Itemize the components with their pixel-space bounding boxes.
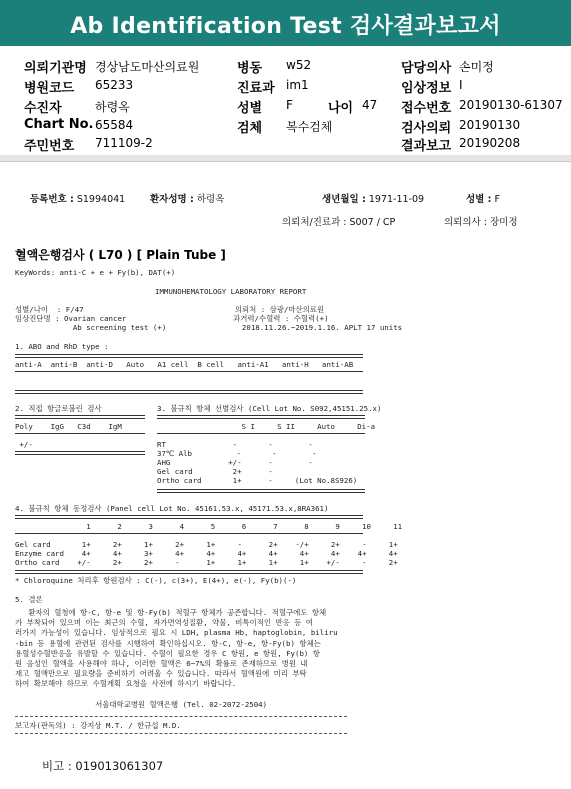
info-line-3: Ab screening test (+) 2018.11.26.~2019.1.16. APLT 17 units [15,323,403,332]
sec3-header: S I S II Auto Di-a [157,422,376,431]
memo: 비고 : 019013061307 [42,759,164,773]
meta-value-chart-no: 65584 [95,118,134,132]
doc-dept-value: S007 / CP [349,217,396,228]
meta-value-institution: 경상남도마산의료원 [95,60,200,74]
meta-value-clinical-info: I [459,78,463,92]
sec4-title: 4. 불규칙 항체 동정검사 (Panel cell Lot No. 45161.53.x, 45171.53.x,8RA361) [15,504,329,513]
sec3-rule-top [157,415,365,419]
doc-registration [30,191,125,205]
meta-value-attending: 손미정 [459,60,494,74]
sec2-rule-bottom [15,451,145,455]
sec4-rule-bottom [15,570,363,574]
meta-label-patient: 수진자 [24,101,62,116]
meta-label-accession-no: 접수번호 [401,101,452,116]
keywords: KeyWords: anti-C + e + Fy(b), DAT(+) [15,268,176,277]
meta-label-report-date: 결과보고 [401,139,452,154]
meta-label-resident-no: 주민번호 [24,139,75,154]
section-divider-line [0,161,571,162]
sec3-row-ahg: AHG +/- - - [157,458,313,467]
meta-label-attending: 담당의사 [401,61,452,76]
meta-value-report-date: 20190208 [459,136,521,150]
meta-value-hospital-code: 65233 [95,78,134,92]
meta-label-chart-no: Chart No. [24,117,94,132]
meta-value-age: 47 [362,98,378,112]
meta-label-hospital-code: 병원코드 [24,81,75,96]
doc-patient-label: 환자성명 : [150,194,194,205]
info-line-1: 성별/나이 : F/47 의뢰처 : 삼광/마산의료원 [15,305,325,314]
sec2-title: 2. 직접 항글로불린 검사 [15,404,102,413]
test-title: 혈액은행검사 ( L70 ) [ Plain Tube ] [15,248,226,262]
report-title: Ab Identification Test 검사결과보고서 [70,14,501,39]
conclusion-text: 환자의 혈청에 항-C, 항-e 및 항-Fy(b) 적혈구 항체가 공존합니다. 적혈구에도 항체 가 부착되어 있으며 이는 최근의 수혈, 자가면역성질환, 약물, 비특이적인 반응 등 여 러가지 가능성이 있습니다. 임상적으로 필요 시 LDH, plasma Hb, haptoglobin, biliru -bin 등 용혈에 관련된 검사를 시행하여 확인하십시오. 항-C, 항-e, 항-Fy(b) 항체는 용혈성수혈반응을 유발할 수 있습니다. 수혈이 필요한 경우 C 항원, e 항원, Fy(b) 항 원 음성인 혈액을 사용해야 하나, 이러한 혈액은 6~7%의 확률로 존재하므로 병원 내 재고 혈액만으로 필요량을 준비하기 어려울 수 있습니다. 따라서 혈액원에 미리 부탁 하여 확보해야 하므로 수혈계획 요청을 사전에 하시기 바랍니다. 서울대학교병원 혈액은행 (Tel. 02-2072-2504) [15,608,338,709]
doc-doctor-value: 장미정 [489,217,518,228]
doc-dept-label: 의뢰처/진료과 : [282,217,347,228]
sec4-row-enzyme: Enzyme card 4+ 4+ 3+ 4+ 4+ 4+ 4+ 4+ 4+ 4+ 4+ [15,549,398,558]
meta-value-department: im1 [286,78,309,92]
doc-patient-value: 하령옥 [196,194,225,205]
sec1-header: anti-A anti-B anti-D Auto A1 cell B cell anti-A1 anti-H anti-AB [15,360,354,369]
lab-report-header: IMMUNOHEMATOLOGY LABORATORY REPORT [155,287,307,296]
sec4-header: 1 2 3 4 5 6 7 8 9 10 11 [15,522,403,531]
meta-value-resident-no: 711109-2 [95,136,153,150]
reporter-rule-bottom [15,733,347,734]
sec5-title: 5. 결론 [15,595,43,604]
meta-label-department: 진료과 [237,81,275,96]
sec4-rule-top [15,515,363,519]
sec1-rule-bottom [15,390,363,394]
sec3-rule-mid [157,433,365,434]
sec3-rule-bottom [157,489,365,493]
sec2-rule-mid [15,433,145,434]
sec4-row-ortho: Ortho card +/- 2+ 2+ - 1+ 1+ 1+ 1+ +/- - 2+ [15,558,398,567]
report-banner [0,0,571,46]
meta-value-patient: 하령옥 [95,100,130,114]
meta-label-sex: 성별 [237,101,263,116]
sec1-rule-top [15,354,363,358]
sec2-header: Poly IgG C3d IgM [15,422,122,431]
meta-value-accession-no: 20190130-61307 [459,98,563,112]
doc-dob [322,191,424,205]
meta-label-institution: 의뢰기관명 [24,61,87,76]
sec3-title: 3. 불규칙 항체 선별검사 (Cell Lot No. S092,45151.25.x) [157,404,382,413]
sec2-values: +/- [15,440,33,449]
doc-dob-label: 생년월일 : [322,194,366,205]
doc-dept [282,214,395,228]
sec3-row-ortho: Ortho card 1+ - (Lot No.8S926) [157,476,358,485]
sec3-row-rt: RT - - - [157,440,313,449]
sec1-rule-mid [15,371,363,372]
meta-label-age: 나이 [328,101,354,116]
doc-patient-name [150,191,224,205]
doc-sex-value: F [494,194,500,205]
meta-value-sex: F [286,98,293,112]
sec4-row-gel: Gel card 1+ 2+ 1+ 2+ 1+ - 2+ -/+ 2+ - 1+ [15,540,398,549]
sec2-rule-top [15,415,145,419]
doc-registration-label: 등록번호 : [30,194,74,205]
info-line-2: 임상진단명 : Ovarian cancer 과거력/수혈력 : 수혈력(+) [15,314,329,323]
sec3-row-37c: 37℃ Alb - - - [157,449,317,458]
doc-dob-value: 1971-11-09 [368,194,425,205]
reporter-rule-top [15,716,347,717]
meta-value-request-date: 20190130 [459,118,521,132]
meta-value-specimen: 복수검체 [286,120,333,134]
doc-registration-value: S1994041 [76,194,126,205]
doc-sex-label: 성별 : [466,194,492,205]
sec4-rule-mid [15,533,363,534]
meta-label-specimen: 검체 [237,121,263,136]
meta-value-ward: w52 [286,58,312,72]
doc-doctor [444,214,518,228]
doc-doctor-label: 의뢰의사 : [444,217,487,228]
meta-label-request-date: 검사의뢰 [401,121,452,136]
sec4-note: * Chloroquine 처리후 항원검사 : C(-), c(3+), E(4+), e(-), Fy(b)(-) [15,576,297,585]
meta-label-ward: 병동 [237,61,263,76]
sec1-title: 1. ABO and RhD type : [15,342,109,351]
sec3-row-gel: Gel card 2+ - [157,467,273,476]
reporter: 보고자(판독의) : 강지상 M.T. / 한규섭 M.D. [15,721,181,730]
meta-label-clinical-info: 임상정보 [401,81,452,96]
doc-sex [466,191,500,205]
